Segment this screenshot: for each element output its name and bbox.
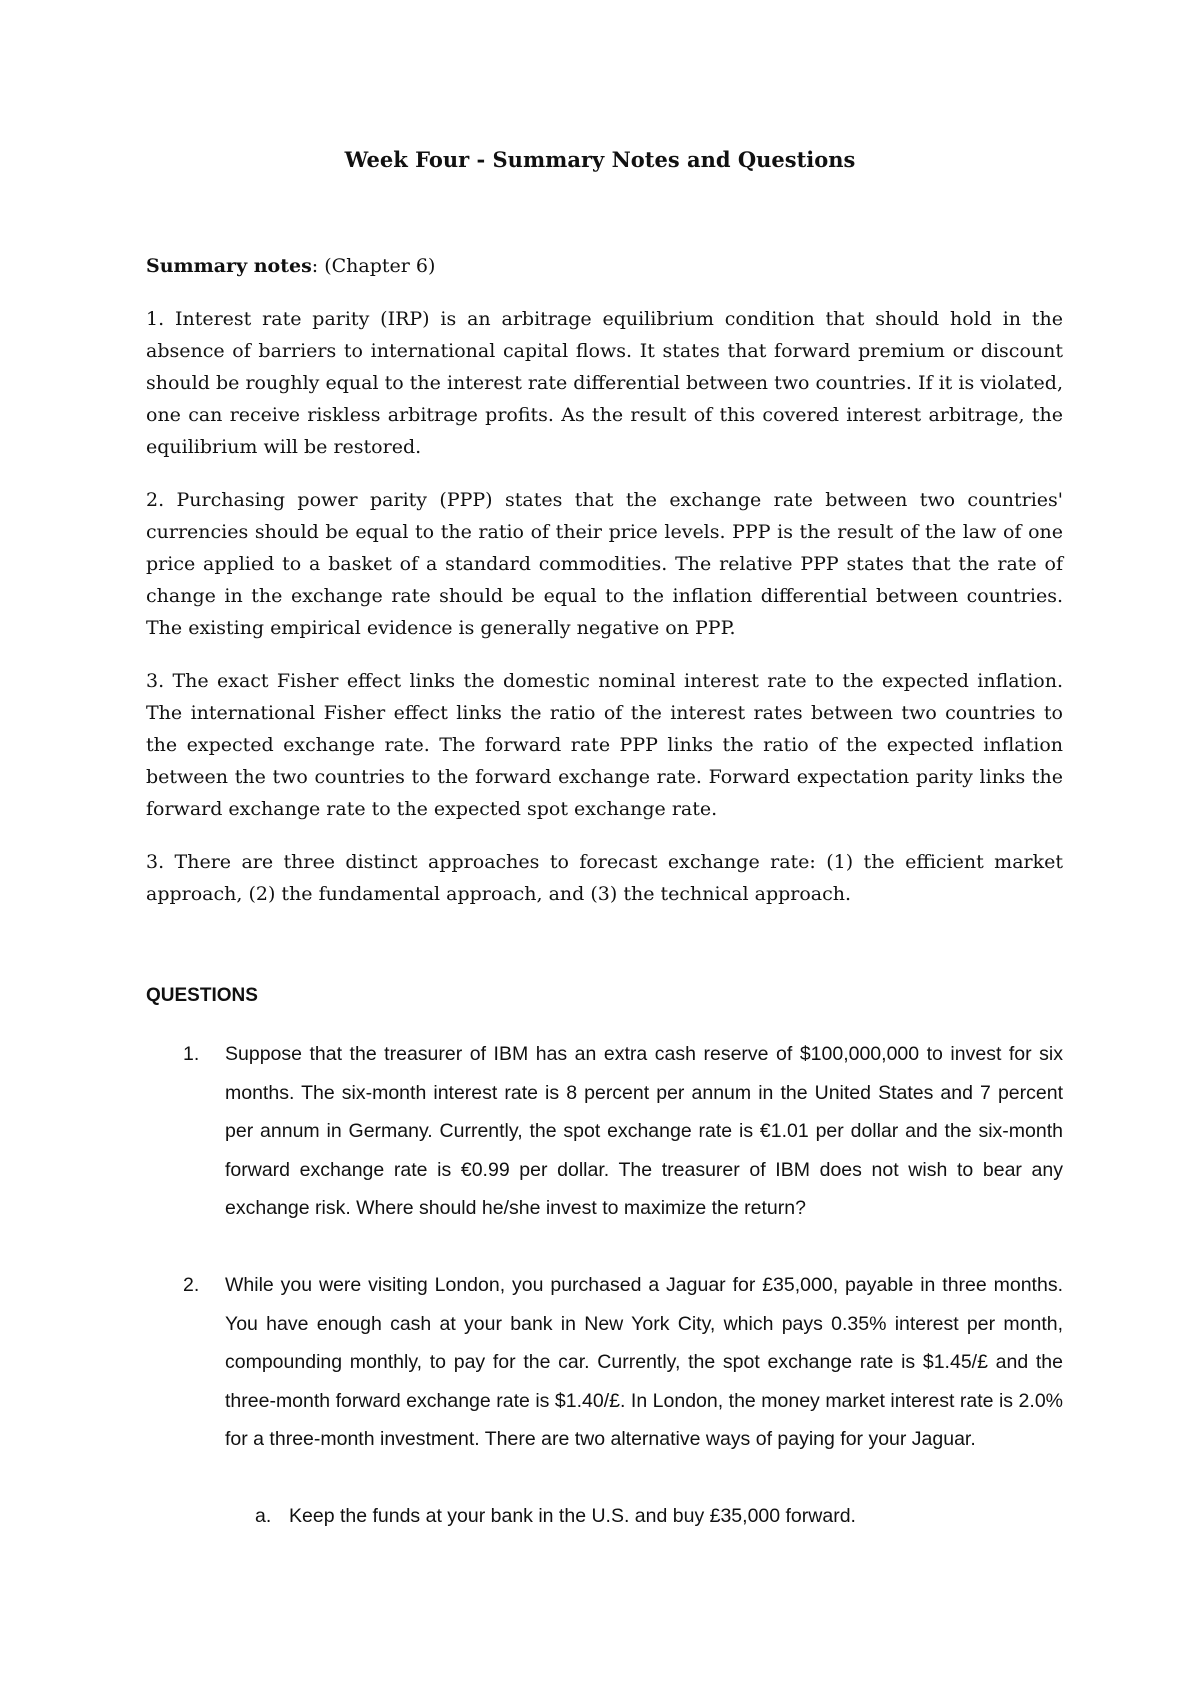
sub-item-text: Keep the funds at your bank in the U.S. and buy £35,000 forward. <box>289 1505 856 1527</box>
summary-heading-label: Summary notes <box>146 255 312 277</box>
sub-item-letter: a. <box>255 1505 272 1527</box>
summary-heading <box>146 250 1063 282</box>
question-number: 2. <box>183 1274 200 1296</box>
question-number: 1. <box>183 1043 200 1065</box>
summary-paragraph-forecast: 3. There are three distinct approaches to forecast exchange rate: (1) the efficient market approach, (2) the fundamental approach, and (3) the technical approach. <box>146 851 1063 905</box>
document-title: Week Four - Summary Notes and Questions <box>344 147 856 172</box>
question-text: Suppose that the treasurer of IBM has an extra cash reserve of $100,000,000 to invest for six months. The six-month interest rate is 8 percent per annum in the United States and 7 percent per annum in Germany. Currently, the spot exchange rate is €1.01 per dollar and the six-month forward exchange rate is €0.99 per dollar. The treasurer of IBM does not wish to bear any exchange risk. Where should he/she invest to maximize the return? <box>225 1043 1063 1219</box>
summary-heading-chapter: : (Chapter 6) <box>311 255 436 277</box>
summary-paragraph-ppp: 2. Purchasing power parity (PPP) states that the exchange rate between two countries' currencies should be equal to the ratio of their price levels. PPP is the result of the law of one price applied to a basket of a standard commodities. The relative PPP states that the rate of change in the exchange rate should be equal to the inflation differential between countries. The existing empirical evidence is generally negative on PPP. <box>146 489 1063 639</box>
questions-heading: QUESTIONS <box>146 985 258 1006</box>
summary-paragraph-irp: 1. Interest rate parity (IRP) is an arbitrage equilibrium condition that should hold in the absence of barriers to international capital flows. It states that forward premium or discount should be roughly equal to the interest rate differential between two countries. If it is violated, one can receive riskless arbitrage profits. As the result of this covered interest arbitrage, the equilibrium will be restored. <box>146 308 1063 458</box>
question-text: While you were visiting London, you purchased a Jaguar for £35,000, payable in three months. You have enough cash at your bank in New York City, which pays 0.35% interest per month, compounding monthly, to pay for the car. Currently, the spot exchange rate is $1.45/£ and the three-month forward exchange rate is $1.40/£. In London, the money market interest rate is 2.0% for a three-month investment. There are two alternative ways of paying for your Jaguar. <box>225 1274 1063 1450</box>
summary-paragraph-fisher: 3. The exact Fisher effect links the domestic nominal interest rate to the expected inflation. The international Fisher effect links the ratio of the interest rates between two countries to the expected exchange rate. The forward rate PPP links the ratio of the expected inflation between the two countries to the forward exchange rate. Forward expectation parity links the forward exchange rate to the expected spot exchange rate. <box>146 670 1063 820</box>
